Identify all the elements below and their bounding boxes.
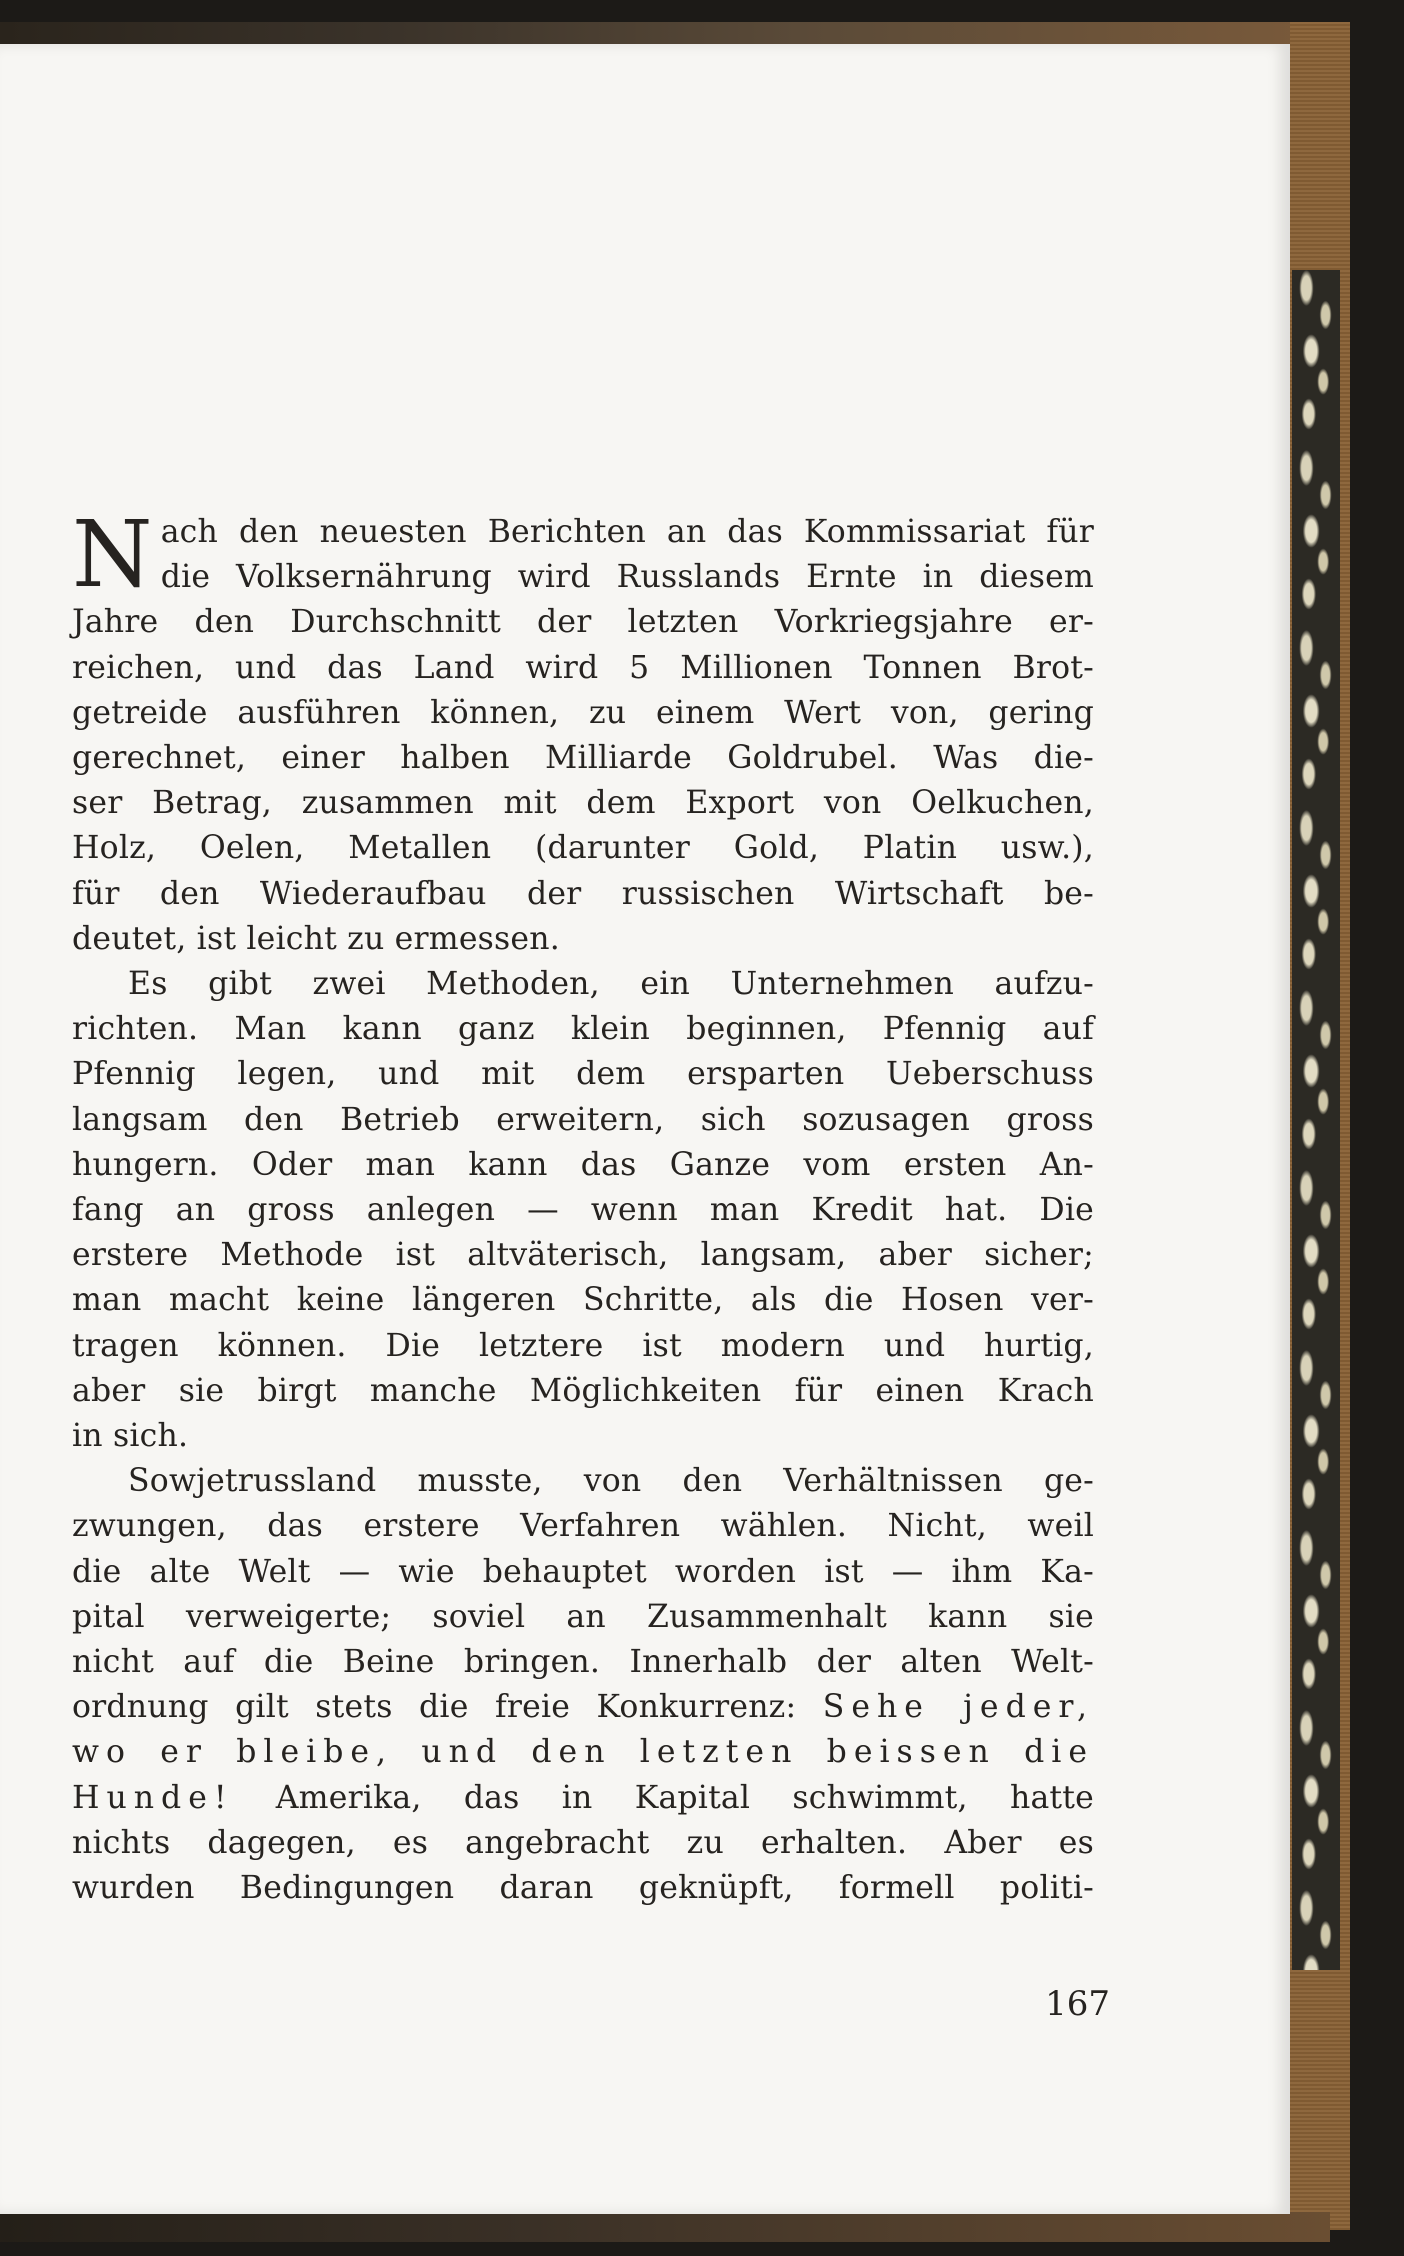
text-line: richten. Man kann ganz klein beginnen, Pfennig auf: [72, 1011, 1094, 1048]
text-line: Pfennig legen, und mit dem ersparten Ueberschuss: [72, 1056, 1094, 1093]
marbled-endpaper: [1292, 270, 1340, 1970]
paragraph-3: [72, 1459, 1094, 1911]
text-line: Es gibt zwei Methoden, ein Unternehmen aufzu-: [128, 966, 1094, 1003]
text-line: ser Betrag, zusammen mit dem Export von Oelkuchen,: [72, 785, 1094, 822]
paragraph-2: [72, 962, 1094, 1459]
text-line: wurden Bedingungen daran geknüpft, formell politi-: [72, 1870, 1094, 1907]
text-line: in sich.: [72, 1418, 189, 1455]
spaced-emphasis-line: wo er bleibe, und den letzten beissen die: [72, 1734, 1094, 1771]
book-page: [0, 44, 1290, 2214]
spaced-emphasis: Sehe jeder,: [822, 1689, 1094, 1726]
text-line: pital verweigerte; soviel an Zusammenhalt kann sie: [72, 1598, 1094, 1635]
text-line: Holz, Oelen, Metallen (darunter Gold, Platin usw.),: [72, 830, 1094, 867]
text-line: [72, 1776, 1094, 1821]
text-line: aber sie birgt manche Möglichkeiten für einen Krach: [72, 1372, 1094, 1409]
text-line: [72, 1685, 1094, 1730]
paragraph-1: [72, 501, 1094, 962]
page-number: 167: [1045, 1984, 1110, 2024]
text-line: hungern. Oder man kann das Ganze vom ersten An-: [72, 1146, 1094, 1183]
text-line: reichen, und das Land wird 5 Millionen Tonnen Brot-: [72, 649, 1094, 686]
text-segment: Amerika, das in Kapital schwimmt, hatte: [233, 1779, 1094, 1816]
text-line: zwungen, das erstere Verfahren wählen. Nicht, weil: [72, 1508, 1094, 1545]
text-line: gerechnet, einer halben Milliarde Goldrubel. Was die-: [72, 740, 1094, 777]
spaced-emphasis: Hunde!: [72, 1779, 234, 1816]
text-line: die alte Welt — wie behauptet worden ist — ihm Ka-: [72, 1553, 1094, 1590]
text-line: man macht keine längeren Schritte, als die Hosen ver-: [72, 1282, 1094, 1319]
page-body-text: [72, 501, 1094, 1911]
text-line: Jahre den Durchschnitt der letzten Vorkriegsjahre er-: [72, 604, 1094, 641]
book-cover-bottom-edge: [0, 2212, 1330, 2242]
text-line: langsam den Betrieb erweitern, sich sozusagen gross: [72, 1101, 1094, 1138]
text-line: nicht auf die Beine bringen. Innerhalb der alten Welt-: [72, 1644, 1094, 1681]
text-line: ach den neuesten Berichten an das Kommissariat für: [160, 514, 1094, 550]
text-segment: ordnung gilt stets die freie Konkurrenz:: [72, 1689, 823, 1726]
text-line: nichts dagegen, es angebracht zu erhalten. Aber es: [72, 1824, 1094, 1861]
text-line: für den Wiederaufbau der russischen Wirtschaft be-: [72, 875, 1094, 912]
text-line: erstere Methode ist altväterisch, langsam, aber sicher;: [72, 1237, 1094, 1274]
text-line: deutet, ist leicht zu ermessen.: [72, 920, 560, 957]
drop-cap: N: [72, 501, 153, 608]
text-line: Sowjetrussland musste, von den Verhältnissen ge-: [128, 1463, 1094, 1500]
text-line: die Volksernährung wird Russlands Ernte in diesem: [160, 559, 1094, 596]
text-line: fang an gross anlegen — wenn man Kredit hat. Die: [72, 1192, 1094, 1229]
text-line: getreide ausführen können, zu einem Wert von, gering: [72, 694, 1094, 731]
text-line: tragen können. Die letztere ist modern und hurtig,: [72, 1327, 1094, 1364]
